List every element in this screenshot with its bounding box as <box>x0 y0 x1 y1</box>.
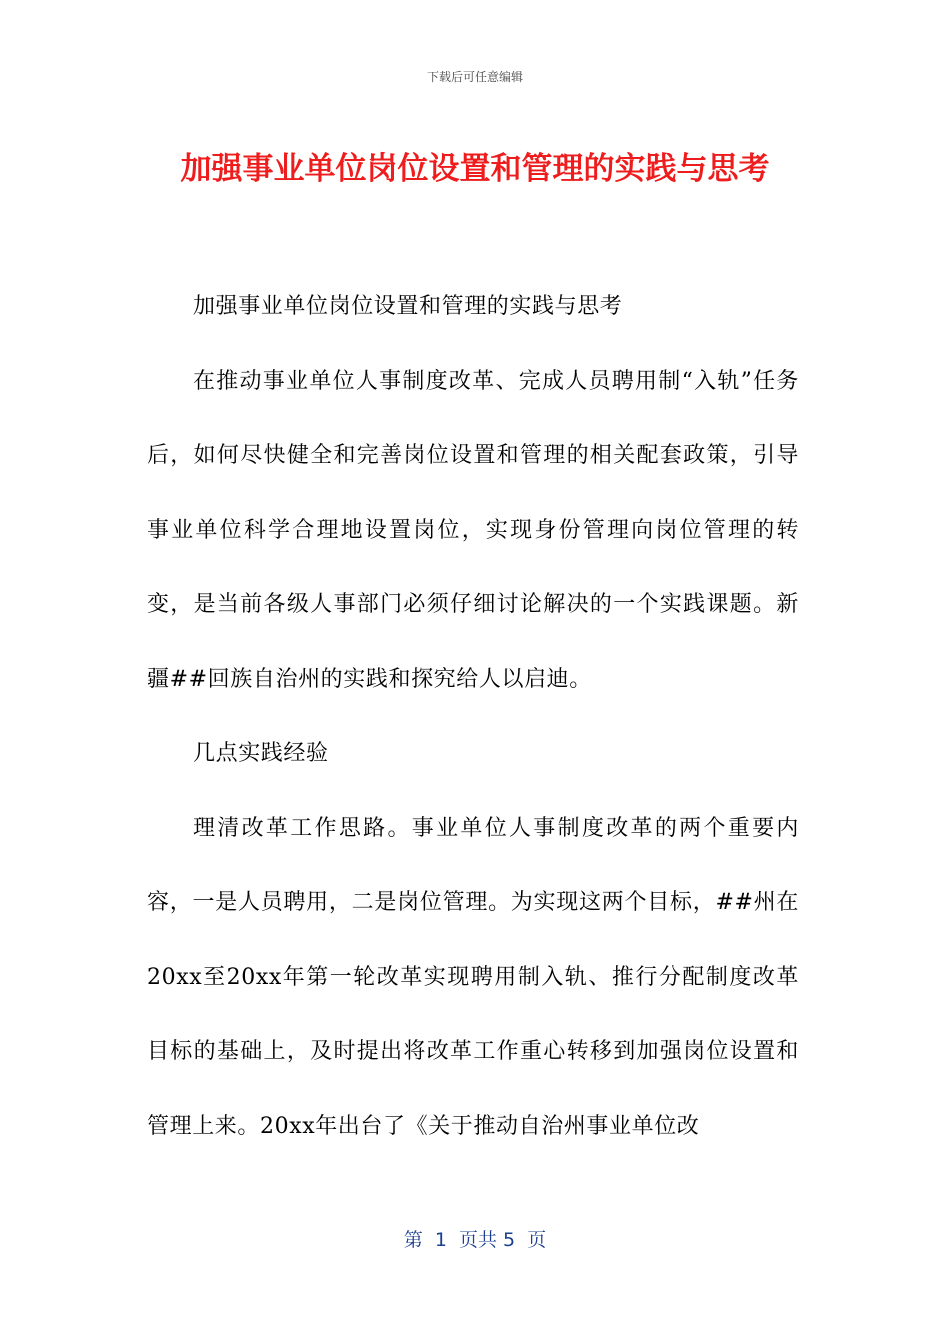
paragraph-section-heading: 几点实践经验 <box>193 741 329 766</box>
paragraph-intro: 在推动事业单位人事制度改革、完成人员聘用制“入轨”任务后，如何尽快健全和完善岗位设置和管理的相关配套政策，引导事业单位科学合理地设置岗位，实现身份管理向岗位管理的转变，是当前各级人事部门必须仔细讨论解决的一个实践课题。新疆##回族自治州的实践和探究给人以启迪。 <box>147 368 799 692</box>
document-body <box>147 270 799 1164</box>
paragraph-subtitle: 加强事业单位岗位设置和管理的实践与思考 <box>193 294 623 319</box>
header-note: 下载后可任意编辑 <box>426 70 523 84</box>
page-number-footer: 第 1 页共 5 页 <box>403 1229 547 1251</box>
document-title: 加强事业单位岗位设置和管理的实践与思考 <box>180 151 770 187</box>
paragraph-experience: 理清改革工作思路。事业单位人事制度改革的两个重要内容，一是人员聘用，二是岗位管理。为实现这两个目标，##州在20xx至20xx年第一轮改革实现聘用制入轨、推行分配制度改革目标的基础上，及时提出将改革工作重心转移到加强岗位设置和管理上来。20xx年出台了《关于推动自治州事业单位改 <box>147 815 799 1139</box>
